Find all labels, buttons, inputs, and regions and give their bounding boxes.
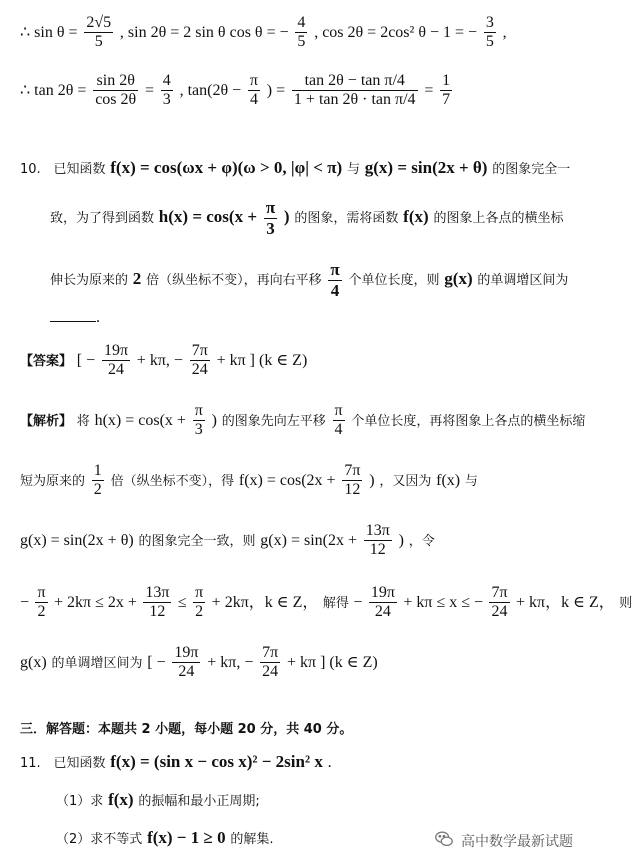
solution-line-3: g(x) = sin(2x + θ) 的图象完全一致，则 g(x) = sin(2x + $\frac{13\pi}{12}$ ) ，令 bbox=[20, 522, 435, 559]
solution-line-5: g(x) 的单调增区间为 [ − $\frac{19\pi}{24}$ + kπ, − $\frac{7\pi}{24}$ + kπ ] (k ∈ Z) bbox=[20, 644, 378, 681]
fraction: $\frac{7\pi}{24}$ bbox=[191, 342, 208, 379]
fraction: $\frac{7\pi}{24}$ bbox=[262, 644, 279, 681]
section-heading: 三．解答题：本题共 2 小题，每小题 20 分，共 40 分。 bbox=[20, 722, 353, 737]
solution-line-2: 短为原来的 $\frac{1}{2}$ 倍（纵坐标不变），得 f(x) = cos(2x + $\frac{7\pi}{12}$ ) ，又因为 f(x) 与 bbox=[20, 462, 478, 499]
fraction: $\frac{19\pi}{24}$ bbox=[103, 342, 129, 379]
wechat-icon bbox=[433, 828, 455, 854]
blank-line bbox=[50, 321, 96, 322]
question-11: 11. 已知函数 f(x) = (sin x − cos x)² − 2sin² x . bbox=[20, 752, 332, 771]
fraction: $\frac{4}{3}$ bbox=[162, 72, 171, 109]
fraction: $\frac{\pi}{4}$ bbox=[330, 260, 340, 300]
fraction: $\frac{1}{2}$ bbox=[93, 462, 102, 499]
solution-line-1: 【解析】 将 h(x) = cos(x + $\frac{\pi}{3}$ ) 的图象先向左平移 $\frac{\pi}{4}$ 个单位长度，再将图象上各点的横坐标缩 bbox=[20, 402, 586, 439]
fraction: $\frac{\sin 2\theta}{\cos 2\theta}$ bbox=[95, 72, 137, 109]
fraction: $\frac{7\pi}{12}$ bbox=[344, 462, 361, 499]
fraction: $\frac{13\pi}{12}$ bbox=[145, 584, 170, 621]
fraction: $\frac{\pi}{2}$ bbox=[37, 584, 46, 621]
line-tan: ∴ tan 2θ = $\frac{\sin 2\theta}{\cos 2\theta}$ = $\frac{4}{3}$ , tan(2θ − $\frac{\pi}{4}$ ) = $\frac{\text{tan 2θ − tan π/4}}{\text{1 + tan 2θ · tan π/4}}$ = $\frac{1}{7}$ bbox=[20, 72, 451, 109]
fraction: $\frac{\pi}{3}$ bbox=[265, 198, 276, 238]
fraction: $\frac{\pi}{4}$ bbox=[249, 72, 258, 109]
solution-line-4: − $\frac{\pi}{2}$ + 2kπ ≤ 2x + $\frac{13\pi}{12}$ ≤ $\frac{\pi}{2}$ + 2kπ，k ∈ Z， 解得 − $\frac{19\pi}{24}$ + kπ ≤ x ≤ − $\frac{7\pi}{24}$ + kπ，k ∈ Z， 则 bbox=[20, 584, 632, 621]
question-11-part-2: （2）求不等式 f(x) − 1 ≥ 0 的解集. bbox=[56, 828, 274, 847]
question-11-part-1: （1）求 f(x) 的振幅和最小正周期; bbox=[56, 790, 260, 809]
fraction: $\frac{4}{5}$ bbox=[297, 14, 306, 51]
question-10-line-3: 伸长为原来的 2 倍（纵坐标不变），再向右平移 $\frac{\pi}{4}$ 个单位长度，则 g(x) 的单调增区间为 bbox=[50, 260, 569, 300]
answer-line: 【答案】 [ − $\frac{19\pi}{24}$ + kπ, − $\frac{7\pi}{24}$ + kπ ] (k ∈ Z) bbox=[20, 342, 308, 379]
fraction: $\frac{19\pi}{24}$ bbox=[370, 584, 395, 621]
fraction: $\frac{\pi}{2}$ bbox=[195, 584, 204, 621]
fraction: $\frac{\pi}{3}$ bbox=[194, 402, 203, 439]
fraction: $\frac{3}{5}$ bbox=[485, 14, 494, 51]
answer-blank: . bbox=[30, 308, 585, 327]
fraction: $\frac{\pi}{4}$ bbox=[334, 402, 343, 439]
fraction: $\frac{2√5}{5}$ bbox=[86, 14, 112, 51]
line-sin: ∴ sin θ = $\frac{2√5}{5}$ , sin 2θ = 2 sin θ cos θ = − $\frac{4}{5}$ , cos 2θ = 2cos² θ − 1 = − $\frac{3}{5}$ , bbox=[20, 14, 507, 51]
fraction: $\frac{13\pi}{12}$ bbox=[365, 522, 390, 559]
fraction: $\frac{19\pi}{24}$ bbox=[174, 644, 199, 681]
fraction: $\frac{\text{tan 2θ − tan π/4}}{\text{1 + tan 2θ · tan π/4}}$ bbox=[293, 72, 416, 109]
watermark bbox=[433, 828, 573, 854]
question-10-line-1: 10. 已知函数 f(x) = cos(ωx + φ)(ω > 0, |φ| < π) 与 g(x) = sin(2x + θ) 的图象完全一 bbox=[20, 158, 571, 177]
question-10-line-2: 致，为了得到函数 h(x) = cos(x + $\frac{\pi}{3}$ ) 的图象，需将函数 f(x) 的图象上各点的横坐标 bbox=[50, 198, 564, 238]
watermark-text: 高中数学最新试题 bbox=[461, 834, 573, 850]
fraction: $\frac{7\pi}{24}$ bbox=[491, 584, 508, 621]
fraction: $\frac{1}{7}$ bbox=[442, 72, 451, 109]
